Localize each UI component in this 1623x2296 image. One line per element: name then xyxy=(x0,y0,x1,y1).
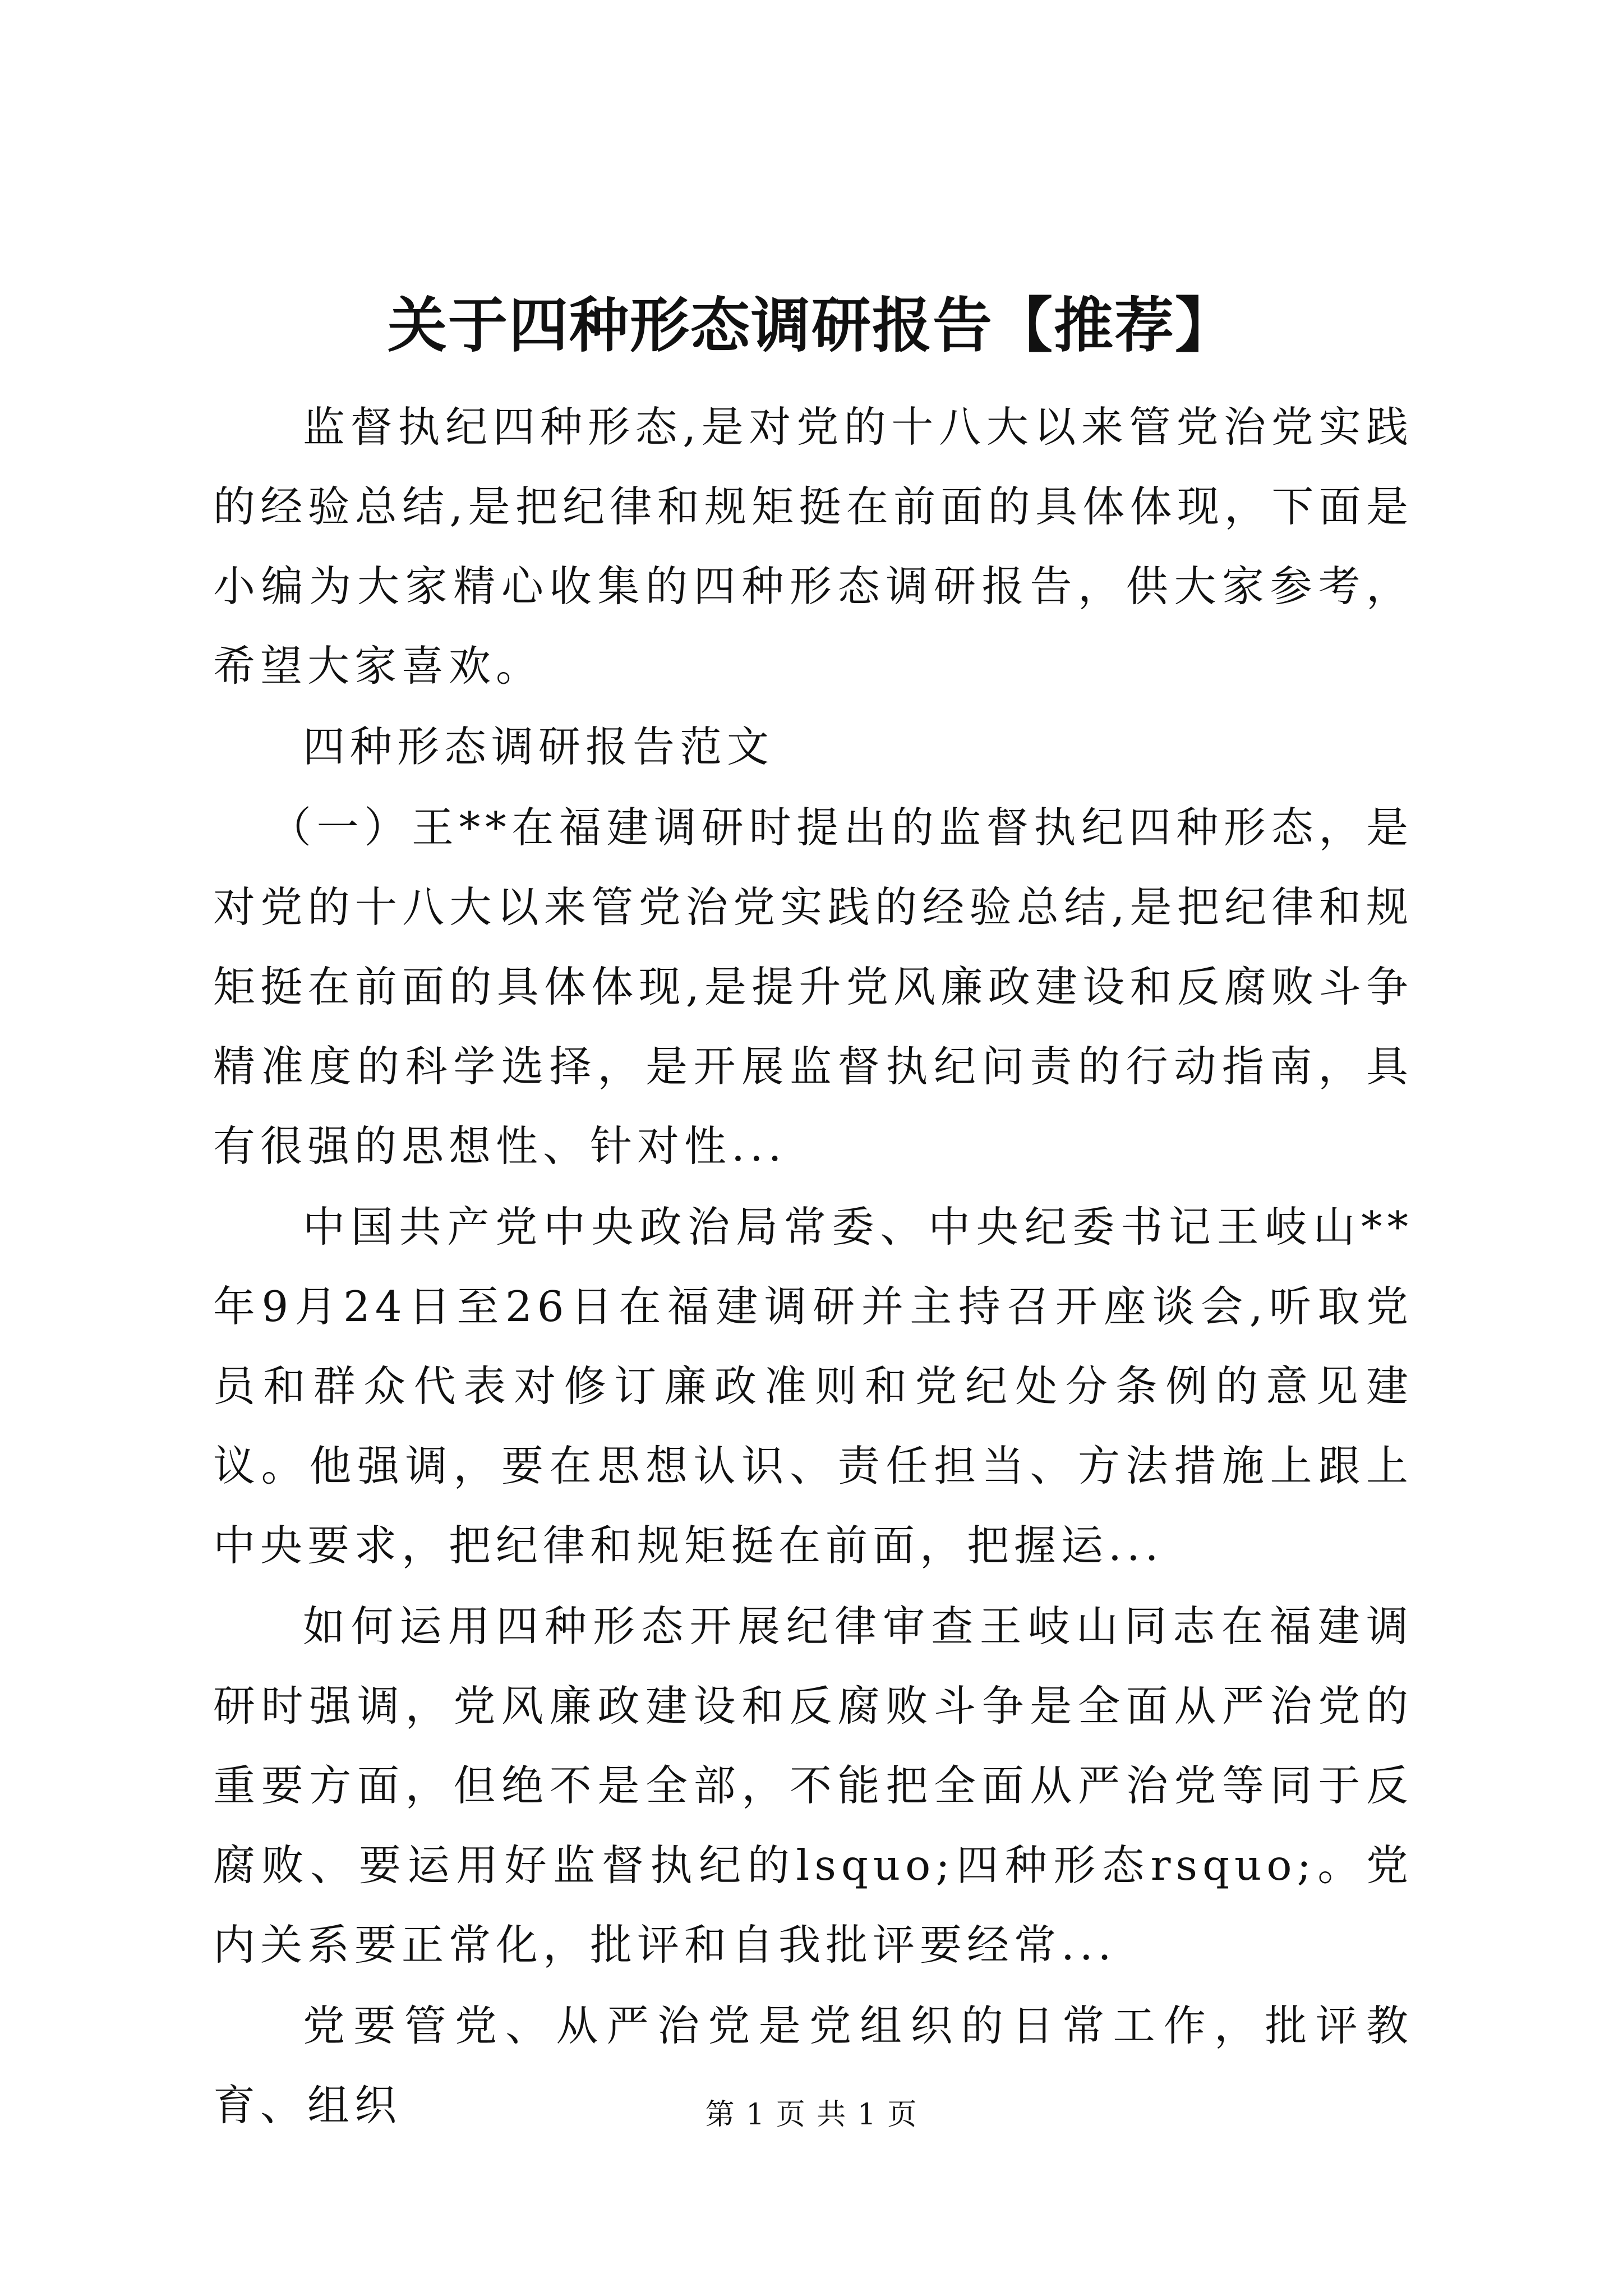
paragraph-2: 中国共产党中央政治局常委、中央纪委书记王岐山**年9月24日至26日在福建调研并主持召开座谈会,听取党员和群众代表对修订廉政准则和党纪处分条例的意见建议。他强调，要在思想认识、责任担当、方法措施上跟上中央要求，把纪律和规矩挺在前面，把握运... xyxy=(213,1202,1413,1570)
paragraph-1: （一）王**在福建调研时提出的监督执纪四种形态，是对党的十八大以来管党治党实践的经验总结,是把纪律和规矩挺在前面的具体体现,是提升党风廉政建设和反腐败斗争精准度的科学选择，是开展监督执纪问责的行动指南，具有很强的思想性、针对性... xyxy=(213,803,1413,1171)
document-title: 关于四种形态调研报告【推荐】 xyxy=(388,290,1235,360)
paragraph-4: 党要管党、从严治党是党组织的日常工作，批评教育、组织 xyxy=(213,2001,1413,2130)
document-body xyxy=(213,387,1413,2146)
paragraph-intro: 监督执纪四种形态,是对党的十八大以来管党治党实践的经验总结,是把纪律和规矩挺在前面的具体体现，下面是小编为大家精心收集的四种形态调研报告，供大家参考，希望大家喜欢。 xyxy=(213,402,1413,691)
paragraph-subheading: 四种形态调研报告范文 xyxy=(303,722,774,771)
page-footer: 第 1 页 共 1 页 xyxy=(705,2098,918,2132)
paragraph-3: 如何运用四种形态开展纪律审查王岐山同志在福建调研时强调，党风廉政建设和反腐败斗争是全面从严治党的重要方面，但绝不是全部，不能把全面从严治党等同于反腐败、要运用好监督执纪的lsquo;四种形态rsquo;。党内关系要正常化，批评和自我批评要经常... xyxy=(213,1602,1413,1970)
